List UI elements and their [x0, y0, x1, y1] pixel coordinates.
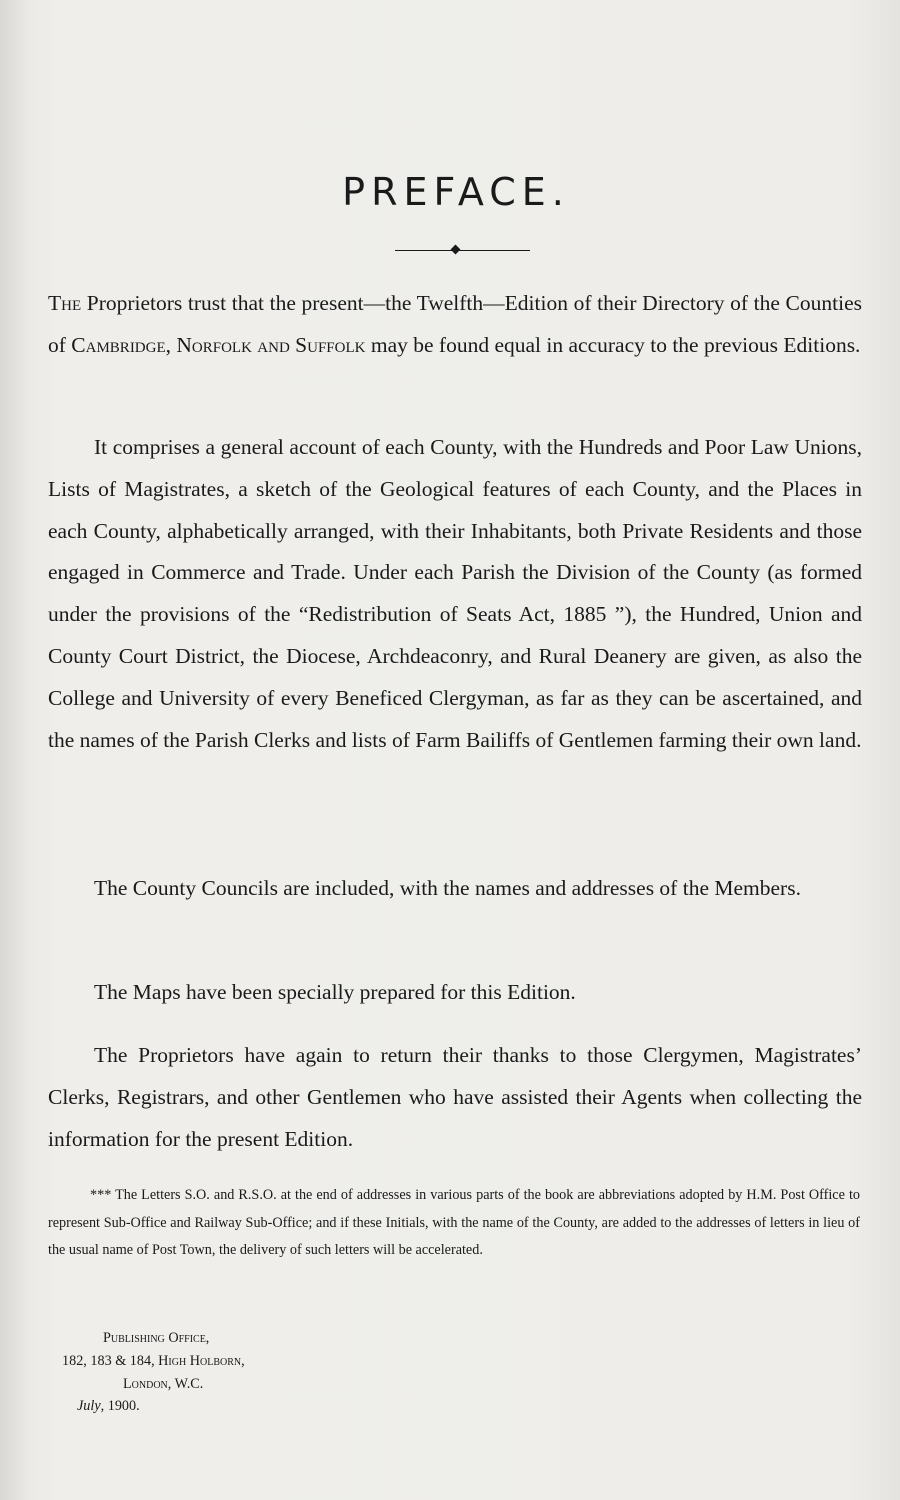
address-number: 182, 183 & 184, — [62, 1353, 159, 1369]
address-date — [77, 1398, 900, 1415]
paragraph-1-text-d: may be found equal in accuracy to the previous Editions. — [365, 332, 861, 357]
county-norfolk-suffolk: Norfolk and Suffolk — [176, 332, 366, 357]
paragraph-1-text-c: , — [165, 332, 177, 357]
paragraph-3: The County Councils are included, with the names and addresses of the Members. — [94, 876, 801, 900]
ornamental-rule — [395, 250, 530, 251]
paragraph-1 — [48, 283, 862, 367]
paragraph-1-text-a: Proprietors trust that the present—the — [81, 291, 417, 315]
paragraph-2: It comprises a general account of each County, with the Hundreds and Poor Law Unions, Lists of Magistrates, a sketch of the Geological features of each County, and the Places in each County, alphabetically arranged, with their Inhabitants, both Private Residents and those engaged in Commerce and Trade. Under each Parish the Division of the County (as formed under the provisions of the “Redistribution of Seats Act, 1885 ”), the Hundred, Union and County Court District, the Diocese, Archdeaconry, and Rural Deanery are given, as also the College and University of every Beneficed Clergyman, as far as they can be ascertained, and the names of the Parish Clerks and lists of Farm Bailiffs of Gentlemen farming their own land. — [48, 435, 862, 752]
address-line-2 — [62, 1353, 900, 1370]
lead-word: The — [48, 291, 82, 315]
page-title: PREFACE. — [342, 170, 570, 214]
paragraph-4: The Maps have been specially prepared for this Edition. — [94, 980, 576, 1004]
county-cambridge: Cambridge — [71, 332, 166, 357]
address-line-1: Publishing Office, — [103, 1330, 210, 1346]
address-city: London — [123, 1376, 168, 1392]
date-year: , 1900. — [100, 1398, 140, 1414]
address-postal: , W.C. — [167, 1376, 204, 1392]
paragraph-1-text-b: —Edition of their Directory of the Counties of — [48, 291, 862, 357]
edition-name: Twelfth — [416, 291, 484, 315]
date-month: July — [77, 1398, 101, 1414]
address-street: High Holborn, — [158, 1353, 245, 1369]
rule-diamond-ornament — [451, 245, 461, 255]
paragraph-5: The Proprietors have again to return their thanks to those Clergymen, Magistrates’ Clerks, Registrars, and other Gentlemen who have assisted their Agents when collecting the information for the present Edition. — [48, 1043, 862, 1151]
address-line-3 — [123, 1376, 900, 1393]
footnote: *** The Letters S.O. and R.S.O. at the end of addresses in various parts of the book are abbreviations adopted by H.M. Post Office to represent Sub-Office and Railway Sub-Office; and if these Initials, with the name of the County, are added to the addresses of letters in lieu of the usual name of Post Town, the delivery of such letters will be accelerated. — [48, 1187, 860, 1258]
